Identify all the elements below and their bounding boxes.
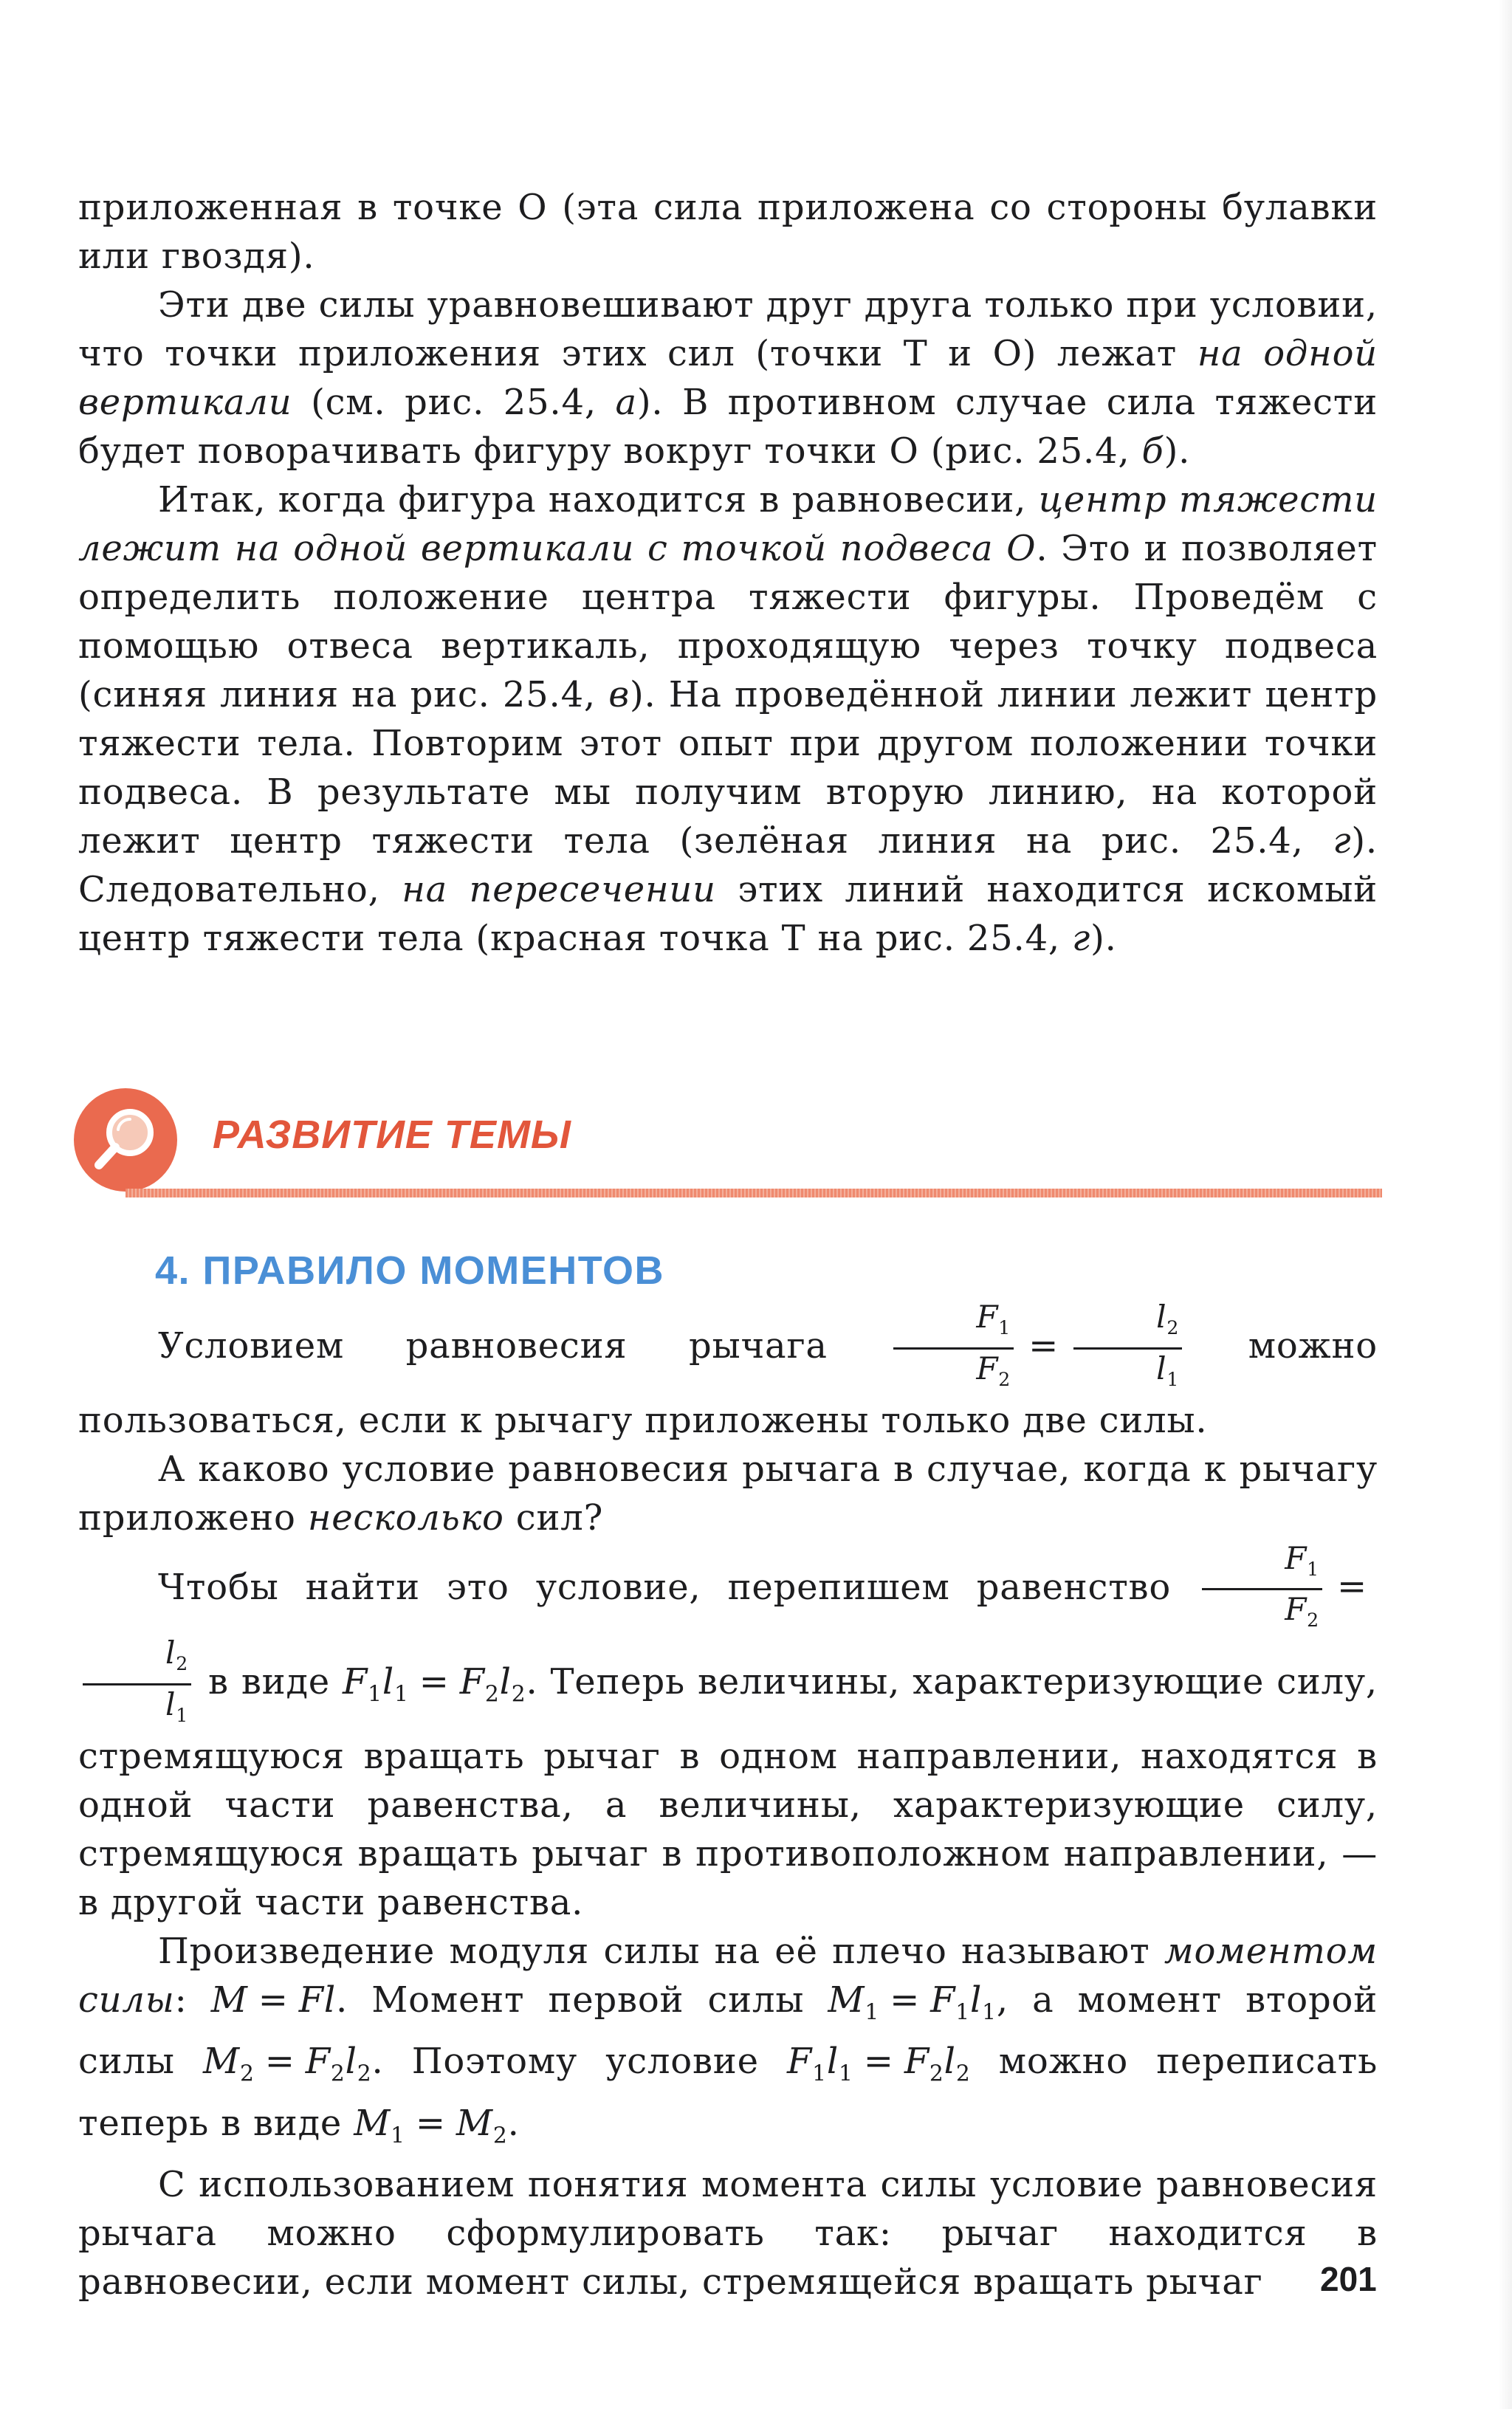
- lever-ratio-formula-2: $\frac{F_1}{F_2}$: [1202, 1542, 1322, 1637]
- paragraph-5: А каково условие равновесия рычага в случае, когда к рычагу приложено несколько сил?: [78, 1448, 1378, 1539]
- section-heading: 4. ПРАВИЛО МОМЕНТОВ: [155, 1248, 664, 1293]
- magnifier-icon: [89, 1102, 162, 1175]
- page-number: 201: [1320, 2260, 1377, 2298]
- paragraph-4: Условием равновесия рычага $\frac{F_1}{F_2}$ = $\frac{l_2}{l_1}$ можно пользоваться, если к рычагу приложены только две силы.: [78, 1299, 1378, 1441]
- top-text-block: [78, 183, 1378, 963]
- paragraph-3: Итак, когда фигура находится в равновесии, центр тяжести лежит на одной вертикали с точкой подвеса O. Это и позволяет определить положение центра тяжести фигуры. Проведём с помощью отвеса вертикаль, проходящую через точку подвеса (синяя линия на рис. 25.4, в). На проведённой линии лежит центр тяжести тела. Повторим этот опыт при другом положении точки подвеса. В результате мы получим вторую линию, на которой лежит центр тяжести тела (зелёная линия на рис. 25.4, г). Следовательно, на пересечении этих линий находится искомый центр тяжести тела (красная точка T на рис. 25.4, г).: [78, 479, 1378, 959]
- paragraph-1: приложенная в точке O (эта сила приложена со стороны булавки или гвоздя).: [78, 187, 1378, 277]
- banner-divider: [126, 1189, 1382, 1197]
- paragraph-7: Произведение модуля силы на её плечо называют моментом силы: M = Fl. Момент первой силы $M_1 = F_1l_1$, а момент второй силы $M_2 = F_2l_2$. Поэтому условие $F_1l_1 = F_2l_2$ можно переписать теперь в виде $M_1 = M_2$.: [78, 1930, 1378, 2149]
- paragraph-6: Чтобы найти это условие, перепишем равенство $\frac{F_1}{F_2}$ = $\frac{l_2}{l_1}$ в виде $F_1l_1 = F_2l_2$. Теперь величины, характеризующие силу, стремящуюся вращать рычаг в одном направлении, находятся в одной части равенства, а величины, характеризующие силу, стремящуюся вращать рычаг в противоположном направлении, — в другой части равенства.: [78, 1539, 1378, 1923]
- lever-ratio-formula: $\frac{F_1}{F_2}$: [893, 1301, 1014, 1396]
- body-text-block: [78, 1301, 1378, 2306]
- topic-development-banner: [74, 1085, 1382, 1196]
- paragraph-8: С использованием понятия момента силы условие равновесия рычага можно сформулировать так: рычаг находится в равновесии, если момент силы, стремящейся вращать рычаг: [78, 2164, 1378, 2303]
- banner-title: РАЗВИТИЕ ТЕМЫ: [213, 1113, 571, 1157]
- paragraph-2: Эти две силы уравновешивают друг друга только при условии, что точки приложения этих сил (точки T и O) лежат на одной вертикали (см. рис. 25.4, а). В противном случае сила тяжести будет поворачивать фигуру вокруг точки O (рис. 25.4, б).: [78, 284, 1378, 472]
- page-edge-shadow: [1499, 0, 1512, 2409]
